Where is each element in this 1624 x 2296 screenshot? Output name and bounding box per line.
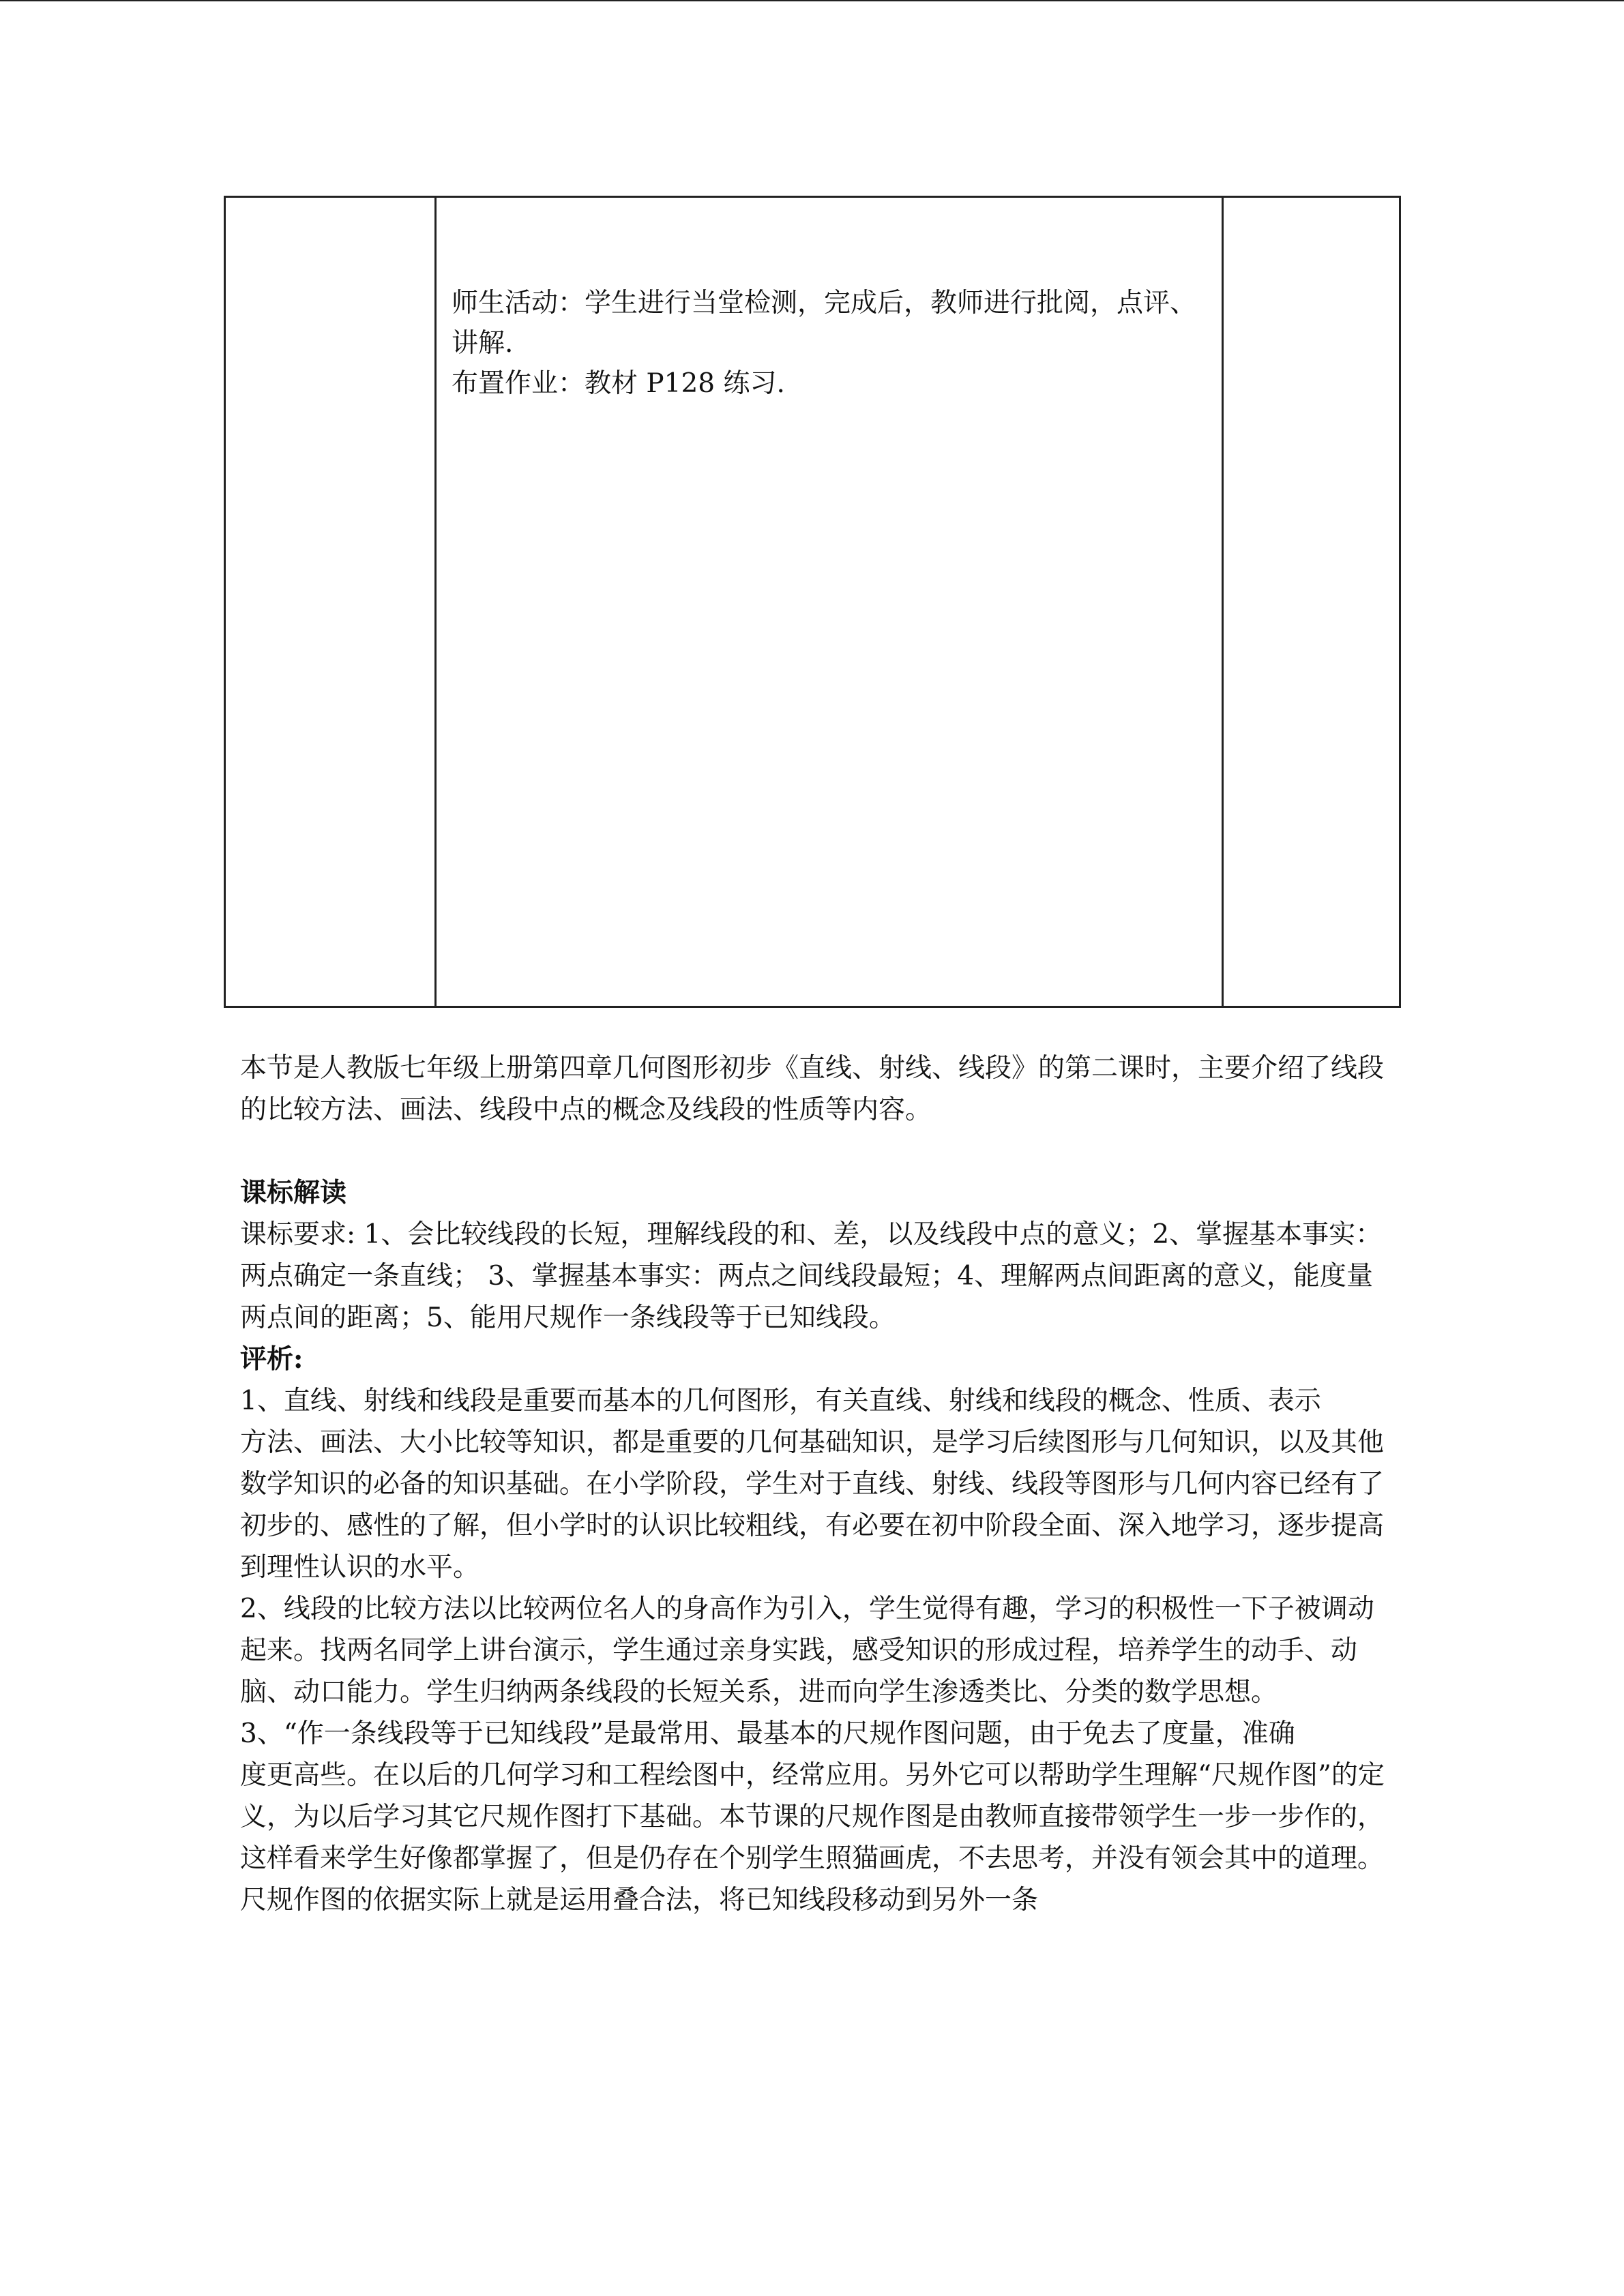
intro-paragraph: 本节是人教版七年级上册第四章几何图形初步《直线、射线、线段》的第二课时，主要介绍了线段的比较方法、画法、线段中点的概念及线段的性质等内容。 bbox=[240, 1053, 1385, 1125]
analysis-point-3-cont: 度更高些。在以后的几何学习和工程绘图中，经常应用。另外它可以帮助学生理解“尺规作图”的定义，为以后学习其它尺规作图打下基础。本节课的尺规作图是由教师直接带领学生一步一步作的，这样看来学生好像都掌握了，但是仍存在个别学生照猫画虎，不去思考，并没有领会其中的道理。尺规作图的依据实际上就是运用叠合法，将已知线段移动到另外一条 bbox=[240, 1760, 1385, 1915]
top-border-line bbox=[0, 0, 1624, 1]
standards-requirement: 课标要求: 1、会比较线段的长短，理解线段的和、差，以及线段中点的意义；2、掌握基本事实： 两点确定一条直线； 3、掌握基本事实：两点之间线段最短；4、理解两点间距离的意义，能度量两点间的距离；5、能用尺规作一条线段等于已知线段。 bbox=[240, 1219, 1383, 1333]
table-cell-text bbox=[452, 283, 1202, 404]
analysis-point-3: 3、“作一条线段等于已知线段”是最常用、最基本的尺规作图问题，由于免去了度量，准确 bbox=[240, 1718, 1295, 1749]
standards-heading: 课标解读 bbox=[240, 1177, 347, 1208]
table-cell-right bbox=[1222, 196, 1401, 1008]
analysis-point-1: 1、直线、射线和线段是重要而基本的几何图形，有关直线、射线和线段的概念、性质、表示 bbox=[240, 1386, 1321, 1416]
table-cell-left bbox=[224, 196, 437, 1008]
analysis-point-1-cont: 方法、画法、大小比较等知识，都是重要的几何基础知识，是学习后续图形与几何知识，以及其他数学知识的必备的知识基础。在小学阶段，学生对于直线、射线、线段等图形与几何内容已经有了初步的、感性的了解，但小学时的认识比较粗线，有必要在初中阶段全面、深入地学习，逐步提高到理性认识的水平。 bbox=[240, 1427, 1385, 1583]
analysis-point-2: 2、线段的比较方法以比较两位名人的身高作为引入，学生觉得有趣，学习的积极性一下子被调动起来。找两名同学上讲台演示，学生通过亲身实践，感受知识的形成过程，培养学生的动手、动脑、动口能力。学生归纳两条线段的长短关系，进而向学生渗透类比、分类的数学思想。 bbox=[240, 1594, 1374, 1708]
activity-text: 师生活动：学生进行当堂检测，完成后，教师进行批阅，点评、讲解. bbox=[452, 288, 1197, 359]
lesson-analysis-body bbox=[240, 1047, 1393, 1921]
paragraph-gap bbox=[240, 1131, 1393, 1172]
table-cell-middle bbox=[434, 196, 1224, 1008]
homework-text: 布置作业：教材 P128 练习. bbox=[452, 368, 785, 399]
analysis-heading: 评析: bbox=[240, 1343, 304, 1375]
